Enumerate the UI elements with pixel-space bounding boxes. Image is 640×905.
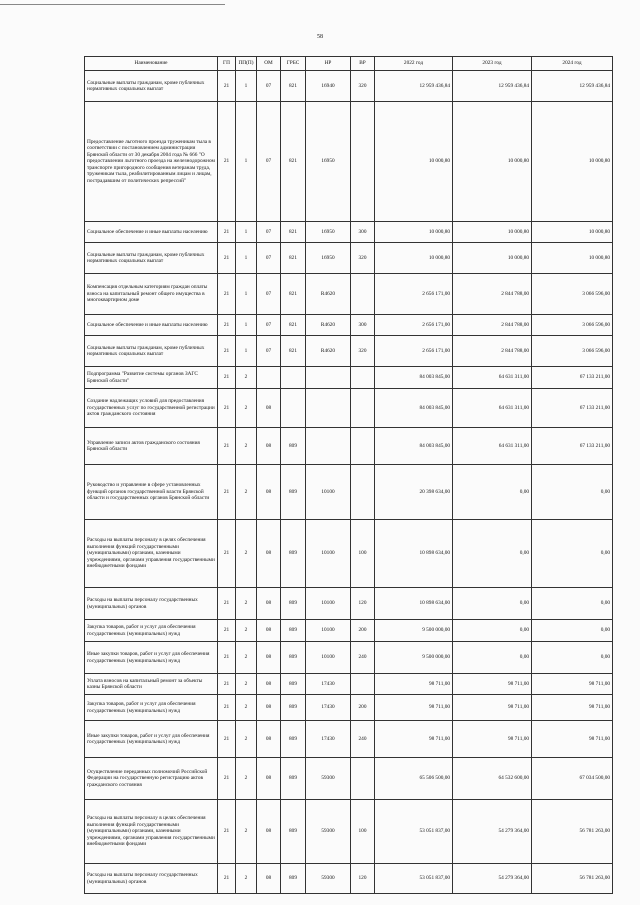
row-om-cell: 07 [257,336,281,367]
row-name-cell: Социальные выплаты гражданам, кроме публичных нормативных социальных выплат [85,243,218,274]
table-row [85,389,613,428]
row-2024-cell: 98 711,00 [532,721,613,758]
row-om-cell [257,367,281,389]
row-2023-cell: 98 711,00 [453,674,532,695]
row-vr-cell: 200 [351,620,375,642]
row-2023-cell: 2 844 788,00 [453,315,532,336]
row-om-cell: 08 [257,721,281,758]
table-row [85,315,613,336]
row-name-cell: Расходы на выплаты персоналу государственных (муниципальных) органов [85,864,218,894]
row-vr-cell [351,428,375,465]
row-grbs-cell: 809 [281,721,306,758]
row-om-cell: 08 [257,620,281,642]
row-nr-cell [306,428,351,465]
row-2024-cell: 10 000,80 [532,243,613,274]
row-ppp-cell: 2 [236,674,257,695]
row-name-cell: Иные закупки товаров, работ и услуг для обеспечения государственных (муниципальных) нужд [85,642,218,674]
row-gp-cell: 21 [218,800,236,864]
col-vr-header: ВР [351,57,375,71]
row-gp-cell: 21 [218,588,236,620]
row-vr-cell: 200 [351,695,375,721]
row-nr-cell [306,389,351,428]
row-vr-cell: 300 [351,315,375,336]
row-grbs-cell: 821 [281,315,306,336]
row-2023-cell: 64 631 311,00 [453,428,532,465]
row-2024-cell: 67 133 211,00 [532,389,613,428]
row-grbs-cell: 809 [281,588,306,620]
row-2024-cell: 98 711,00 [532,674,613,695]
row-2022-cell: 2 656 171,00 [375,274,453,315]
row-vr-cell: 100 [351,520,375,588]
row-gp-cell: 21 [218,465,236,520]
row-2024-cell: 3 066 596,00 [532,274,613,315]
row-vr-cell [351,274,375,315]
row-grbs-cell [281,367,306,389]
col-2023-header: 2023 год [453,57,532,71]
row-nr-cell: R4620 [306,315,351,336]
row-grbs-cell: 809 [281,642,306,674]
row-nr-cell: 10100 [306,465,351,520]
col-grbs-header: ГРБС [281,57,306,71]
col-gp-header: ГП [218,57,236,71]
row-2022-cell: 65 506 500,00 [375,758,453,800]
row-2023-cell: 0,00 [453,465,532,520]
row-om-cell: 08 [257,674,281,695]
row-2023-cell: 98 711,00 [453,721,532,758]
row-2024-cell: 0,00 [532,465,613,520]
row-grbs-cell: 809 [281,695,306,721]
row-om-cell: 07 [257,222,281,243]
row-2024-cell: 3 066 596,00 [532,315,613,336]
row-vr-cell: 120 [351,864,375,894]
row-2022-cell: 53 051 837,00 [375,800,453,864]
row-gp-cell: 21 [218,620,236,642]
row-nr-cell: 10100 [306,620,351,642]
col-2022-header: 2022 год [375,57,453,71]
table-row [85,428,613,465]
row-ppp-cell: 2 [236,864,257,894]
row-2023-cell: 64 631 311,00 [453,367,532,389]
table-row [85,465,613,520]
row-vr-cell: 320 [351,71,375,102]
row-vr-cell [351,758,375,800]
row-ppp-cell: 1 [236,315,257,336]
row-ppp-cell: 1 [236,71,257,102]
row-2023-cell: 2 844 788,00 [453,274,532,315]
row-2022-cell: 98 711,00 [375,721,453,758]
row-2024-cell: 12 959 436,84 [532,71,613,102]
row-name-cell: Управление записи актов гражданского состояния Брянской области [85,428,218,465]
row-2023-cell: 12 959 436,84 [453,71,532,102]
row-nr-cell: 17430 [306,674,351,695]
table-row [85,520,613,588]
row-2022-cell: 2 656 171,00 [375,336,453,367]
row-2024-cell: 67 133 211,00 [532,428,613,465]
table-row [85,367,613,389]
row-name-cell: Осуществление переданных полномочий Российской Федерации на государственную регистрацию актов гражданского состояния [85,758,218,800]
row-nr-cell: 10100 [306,520,351,588]
row-2024-cell: 10 000,80 [532,102,613,222]
row-om-cell: 07 [257,274,281,315]
row-grbs-cell: 821 [281,71,306,102]
row-om-cell: 08 [257,642,281,674]
row-name-cell: Уплата взносов на капитальный ремонт за объекты казны Брянской области [85,674,218,695]
table-row [85,274,613,315]
row-om-cell: 08 [257,588,281,620]
row-grbs-cell: 809 [281,800,306,864]
row-vr-cell: 240 [351,721,375,758]
row-ppp-cell: 2 [236,389,257,428]
row-2023-cell: 2 844 788,00 [453,336,532,367]
row-gp-cell: 21 [218,367,236,389]
row-name-cell: Предоставление льготного проезда труженикам тыла в соответствии с постановлением администрации Брянской области от 30 декабря 2004 года № 666 "О предоставлении льготного проезда на железнодорожном транспорте пригородного сообщения ветеранам труда, труженикам тыла, реабилитированным лицам и лицам, пострадавшим от политических репрессий" [85,102,218,222]
table-body [85,71,613,894]
row-grbs-cell: 809 [281,620,306,642]
row-2022-cell: 84 003 845,00 [375,367,453,389]
row-name-cell: Подпрограмма "Развитие системы органов ЗАГС Брянской области" [85,367,218,389]
row-om-cell: 08 [257,465,281,520]
row-2023-cell: 98 711,00 [453,695,532,721]
row-ppp-cell: 2 [236,367,257,389]
row-gp-cell: 21 [218,71,236,102]
table-row [85,800,613,864]
col-nr-header: НР [306,57,351,71]
row-om-cell: 08 [257,520,281,588]
row-vr-cell: 120 [351,588,375,620]
row-grbs-cell [281,389,306,428]
row-gp-cell: 21 [218,243,236,274]
row-2023-cell: 10 000,80 [453,102,532,222]
row-name-cell: Социальное обеспечение и иные выплаты населению [85,315,218,336]
table-row [85,674,613,695]
row-vr-cell [351,102,375,222]
row-gp-cell: 21 [218,674,236,695]
row-ppp-cell: 2 [236,800,257,864]
row-nr-cell: R4620 [306,336,351,367]
row-2022-cell: 84 003 845,00 [375,389,453,428]
row-2024-cell: 56 781 263,00 [532,800,613,864]
row-2024-cell: 0,00 [532,642,613,674]
row-om-cell: 08 [257,800,281,864]
row-2024-cell: 3 066 596,00 [532,336,613,367]
row-name-cell: Расходы на выплаты персоналу в целях обеспечения выполнения функций государственными (муниципальными) органами, казенными учреждениями, органами управления государственными внебюджетными фондами [85,800,218,864]
row-name-cell: Компенсация отдельным категориям граждан оплаты взноса на капитальный ремонт общего имущества в многоквартирном доме [85,274,218,315]
row-2022-cell: 98 711,00 [375,674,453,695]
row-2024-cell: 0,00 [532,520,613,588]
row-nr-cell [306,367,351,389]
row-grbs-cell: 809 [281,674,306,695]
row-vr-cell [351,674,375,695]
row-name-cell: Закупка товаров, работ и услуг для обеспечения государственных (муниципальных) нужд [85,695,218,721]
table-row [85,695,613,721]
row-om-cell: 08 [257,695,281,721]
row-ppp-cell: 1 [236,274,257,315]
row-grbs-cell: 821 [281,102,306,222]
table-row [85,864,613,894]
table-header-row [85,57,613,71]
row-2022-cell: 2 656 171,00 [375,315,453,336]
row-gp-cell: 21 [218,274,236,315]
table-row [85,721,613,758]
row-nr-cell: R4620 [306,274,351,315]
row-2022-cell: 9 500 000,00 [375,642,453,674]
row-gp-cell: 21 [218,695,236,721]
row-name-cell: Иные закупки товаров, работ и услуг для обеспечения государственных (муниципальных) нужд [85,721,218,758]
col-2024-header: 2024 год [532,57,613,71]
budget-table [84,56,613,894]
col-om-header: ОМ [257,57,281,71]
row-vr-cell: 240 [351,642,375,674]
row-nr-cell: 10100 [306,642,351,674]
table-row [85,588,613,620]
row-2022-cell: 12 959 436,84 [375,71,453,102]
row-2023-cell: 0,00 [453,642,532,674]
row-2023-cell: 0,00 [453,620,532,642]
row-name-cell: Расходы на выплаты персоналу в целях обеспечения выполнения функций государственными (муниципальными) органами, казенными учреждениями, органами управления государственными внебюджетными фондами [85,520,218,588]
row-gp-cell: 21 [218,389,236,428]
row-vr-cell: 300 [351,222,375,243]
row-2024-cell: 0,00 [532,588,613,620]
row-om-cell: 08 [257,864,281,894]
row-ppp-cell: 2 [236,758,257,800]
row-2023-cell: 54 279 364,00 [453,800,532,864]
row-2023-cell: 64 631 311,00 [453,389,532,428]
row-grbs-cell: 809 [281,864,306,894]
row-2024-cell: 67 133 211,00 [532,367,613,389]
row-om-cell: 07 [257,243,281,274]
row-2023-cell: 54 279 364,00 [453,864,532,894]
row-2023-cell: 10 000,80 [453,243,532,274]
row-grbs-cell: 821 [281,336,306,367]
row-ppp-cell: 1 [236,222,257,243]
row-name-cell: Создание надлежащих условий для предоставления государственных услуг по государственной регистрации актов гражданского состояния [85,389,218,428]
row-name-cell: Социальные выплаты гражданам, кроме публичных нормативных социальных выплат [85,71,218,102]
row-nr-cell: 10100 [306,588,351,620]
row-2022-cell: 10 000,80 [375,243,453,274]
row-name-cell: Социальное обеспечение и иные выплаты населению [85,222,218,243]
table-row [85,71,613,102]
row-2022-cell: 10 000,80 [375,222,453,243]
row-gp-cell: 21 [218,520,236,588]
row-ppp-cell: 1 [236,102,257,222]
row-2022-cell: 53 051 837,00 [375,864,453,894]
row-grbs-cell: 821 [281,222,306,243]
row-nr-cell: 59300 [306,864,351,894]
row-vr-cell: 320 [351,336,375,367]
table-row [85,102,613,222]
row-nr-cell: 17430 [306,721,351,758]
page-number: 58 [317,34,323,40]
row-2022-cell: 98 711,00 [375,695,453,721]
row-nr-cell: 17430 [306,695,351,721]
row-nr-cell: 59300 [306,800,351,864]
row-grbs-cell: 809 [281,520,306,588]
row-ppp-cell: 2 [236,721,257,758]
row-2024-cell: 67 034 500,00 [532,758,613,800]
row-2022-cell: 84 003 845,00 [375,428,453,465]
row-2024-cell: 10 000,80 [532,222,613,243]
row-nr-cell: 16950 [306,243,351,274]
row-gp-cell: 21 [218,222,236,243]
row-ppp-cell: 2 [236,428,257,465]
row-gp-cell: 21 [218,721,236,758]
table-row [85,642,613,674]
row-ppp-cell: 2 [236,520,257,588]
row-vr-cell: 100 [351,800,375,864]
col-ppp-header: ПП(П) [236,57,257,71]
row-grbs-cell: 809 [281,465,306,520]
row-ppp-cell: 2 [236,620,257,642]
row-2022-cell: 9 500 000,00 [375,620,453,642]
row-name-cell: Расходы на выплаты персоналу государственных (муниципальных) органов [85,588,218,620]
row-nr-cell: 16950 [306,222,351,243]
row-ppp-cell: 2 [236,588,257,620]
row-name-cell: Руководство и управление в сфере установленных функций органов государственной власти Брянской области и государственных органов Брянской области [85,465,218,520]
row-2022-cell: 20 398 634,00 [375,465,453,520]
row-ppp-cell: 2 [236,465,257,520]
row-2022-cell: 10 898 634,00 [375,588,453,620]
row-2023-cell: 0,00 [453,520,532,588]
top-rule [0,4,225,5]
table-row [85,222,613,243]
row-om-cell: 08 [257,428,281,465]
row-om-cell: 07 [257,102,281,222]
table-row [85,620,613,642]
row-om-cell: 07 [257,315,281,336]
row-gp-cell: 21 [218,642,236,674]
table-row [85,336,613,367]
row-gp-cell: 21 [218,758,236,800]
row-grbs-cell: 821 [281,243,306,274]
row-nr-cell: 16940 [306,71,351,102]
row-vr-cell: 320 [351,243,375,274]
row-2024-cell: 98 711,00 [532,695,613,721]
row-vr-cell [351,367,375,389]
row-2024-cell: 56 781 263,00 [532,864,613,894]
row-om-cell: 07 [257,71,281,102]
row-gp-cell: 21 [218,336,236,367]
row-2024-cell: 0,00 [532,620,613,642]
row-gp-cell: 21 [218,864,236,894]
row-2023-cell: 10 000,80 [453,222,532,243]
row-2022-cell: 10 000,80 [375,102,453,222]
row-gp-cell: 21 [218,428,236,465]
table-row [85,243,613,274]
row-grbs-cell: 809 [281,758,306,800]
col-name-header: Наименование [85,57,218,71]
row-ppp-cell: 2 [236,695,257,721]
row-om-cell: 08 [257,758,281,800]
row-gp-cell: 21 [218,315,236,336]
row-name-cell: Социальные выплаты гражданам, кроме публичных нормативных социальных выплат [85,336,218,367]
row-2023-cell: 64 532 600,00 [453,758,532,800]
table-row [85,758,613,800]
row-ppp-cell: 1 [236,336,257,367]
row-vr-cell [351,389,375,428]
row-nr-cell: 59300 [306,758,351,800]
row-2023-cell: 0,00 [453,588,532,620]
row-ppp-cell: 1 [236,243,257,274]
row-gp-cell: 21 [218,102,236,222]
row-ppp-cell: 2 [236,642,257,674]
row-nr-cell: 16950 [306,102,351,222]
row-vr-cell [351,465,375,520]
row-grbs-cell: 821 [281,274,306,315]
row-grbs-cell: 809 [281,428,306,465]
row-om-cell: 08 [257,389,281,428]
row-2022-cell: 10 898 634,00 [375,520,453,588]
row-name-cell: Закупка товаров, работ и услуг для обеспечения государственных (муниципальных) нужд [85,620,218,642]
